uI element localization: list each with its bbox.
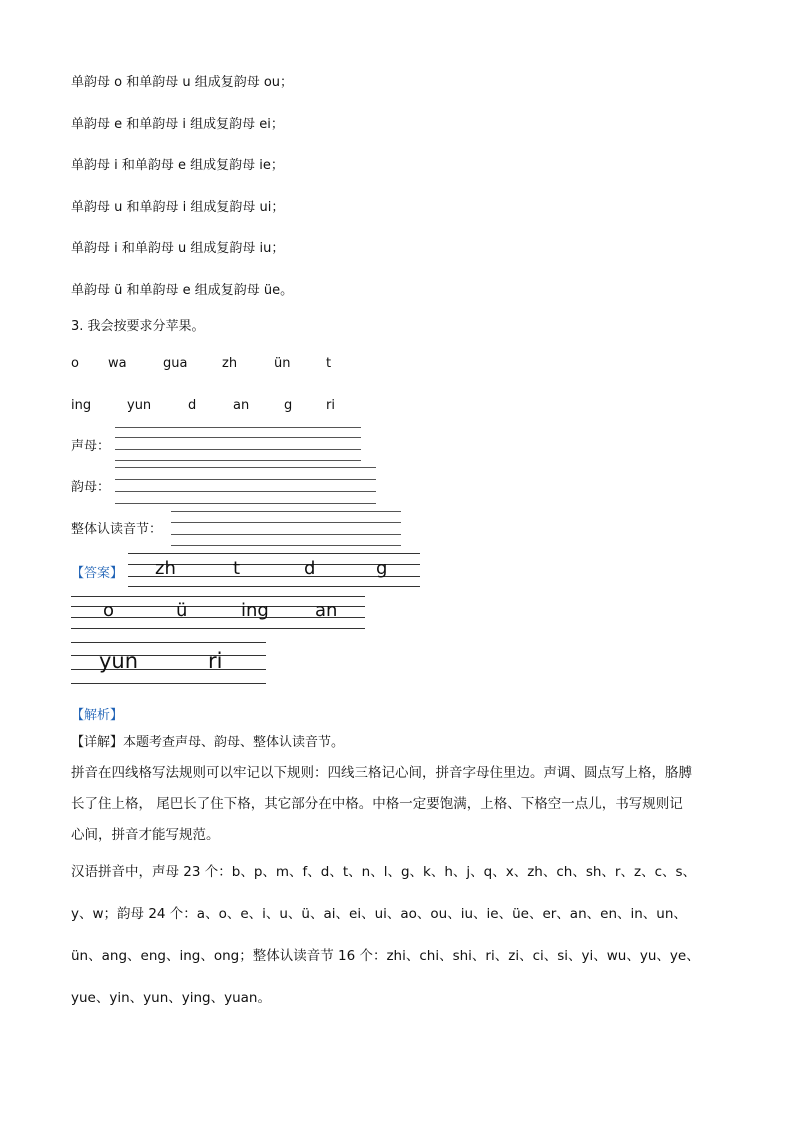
analysis-para2-line4: yue、yin、yun、ying、yuan。	[71, 990, 271, 1006]
answer-yunmu-item: an	[315, 600, 338, 621]
answer-shengmu-item: d	[304, 558, 316, 579]
analysis-tag: 【解析】	[71, 708, 124, 723]
pinyin-item: zh	[222, 356, 238, 371]
analysis-para1-line2: 长了住上格， 尾巴长了住下格，其它部分在中格。中格一定要饱满，上格、下格空一点儿，书写规则记	[71, 796, 683, 812]
question-title: 3. 我会按要求分苹果。	[71, 319, 205, 334]
rule-line-3: 单韵母 i 和单韵母 e 组成复韵母 ie；	[71, 158, 284, 173]
pinyin-item: o	[71, 356, 79, 371]
label-zhengti: 整体认读音节：	[71, 522, 163, 537]
analysis-para2-line3: ün、ang、eng、ing、ong；整体认读音节 16 个：zhi、chi、shi、ri、zi、ci、si、yi、wu、yu、ye、	[71, 948, 700, 964]
analysis-para1-line3: 心间，拼音才能写规范。	[71, 827, 220, 843]
pinyin-item: t	[326, 356, 332, 371]
answer-shengmu-item: t	[233, 558, 241, 579]
rule-line-6: 单韵母 ü 和单韵母 e 组成复韵母 üe。	[71, 283, 294, 298]
answer-shengmu-item: zh	[155, 558, 176, 579]
answer-yunmu-item: o	[103, 600, 115, 621]
analysis-para2-line2: y、w；韵母 24 个：a、o、e、i、u、ü、ai、ei、ui、ao、ou、iu、ie、üe、er、an、en、in、un、	[71, 906, 687, 922]
pinyin-item: gua	[163, 356, 188, 371]
pinyin-item: ün	[274, 356, 291, 371]
rule-line-2: 单韵母 e 和单韵母 i 组成复韵母 ei；	[71, 117, 284, 132]
analysis-detail: 【详解】本题考查声母、韵母、整体认读音节。	[71, 735, 345, 750]
label-shengmu: 声母：	[71, 439, 111, 454]
rule-line-1: 单韵母 o 和单韵母 u 组成复韵母 ou；	[71, 75, 294, 90]
analysis-para2-line1: 汉语拼音中，声母 23 个：b、p、m、f、d、t、n、l、g、k、h、j、q、x、zh、ch、sh、r、z、c、s、	[71, 864, 697, 880]
label-yunmu: 韵母：	[71, 480, 111, 495]
pinyin-item: yun	[127, 398, 152, 413]
answer-shengmu-item: g	[376, 558, 388, 579]
rule-line-4: 单韵母 u 和单韵母 i 组成复韵母 ui；	[71, 200, 285, 215]
answer-yunmu-item: ing	[241, 600, 269, 621]
answer-yunmu-item: ü	[176, 600, 188, 621]
answer-zhengti-item: ri	[208, 649, 223, 673]
answer-tag: 【答案】	[71, 566, 124, 581]
pinyin-item: d	[188, 398, 197, 413]
pinyin-item: g	[284, 398, 293, 413]
pinyin-item: ing	[71, 398, 92, 413]
answer-zhengti-item: yun	[99, 649, 139, 673]
pinyin-item: ri	[326, 398, 335, 413]
analysis-para1-line1: 拼音在四线格写法规则可以牢记以下规则：四线三格记心间，拼音字母住里边。声调、圆点写上格，胳膊	[71, 765, 692, 781]
rule-line-5: 单韵母 i 和单韵母 u 组成复韵母 iu；	[71, 241, 285, 256]
pinyin-item: wa	[108, 356, 127, 371]
pinyin-item: an	[233, 398, 250, 413]
